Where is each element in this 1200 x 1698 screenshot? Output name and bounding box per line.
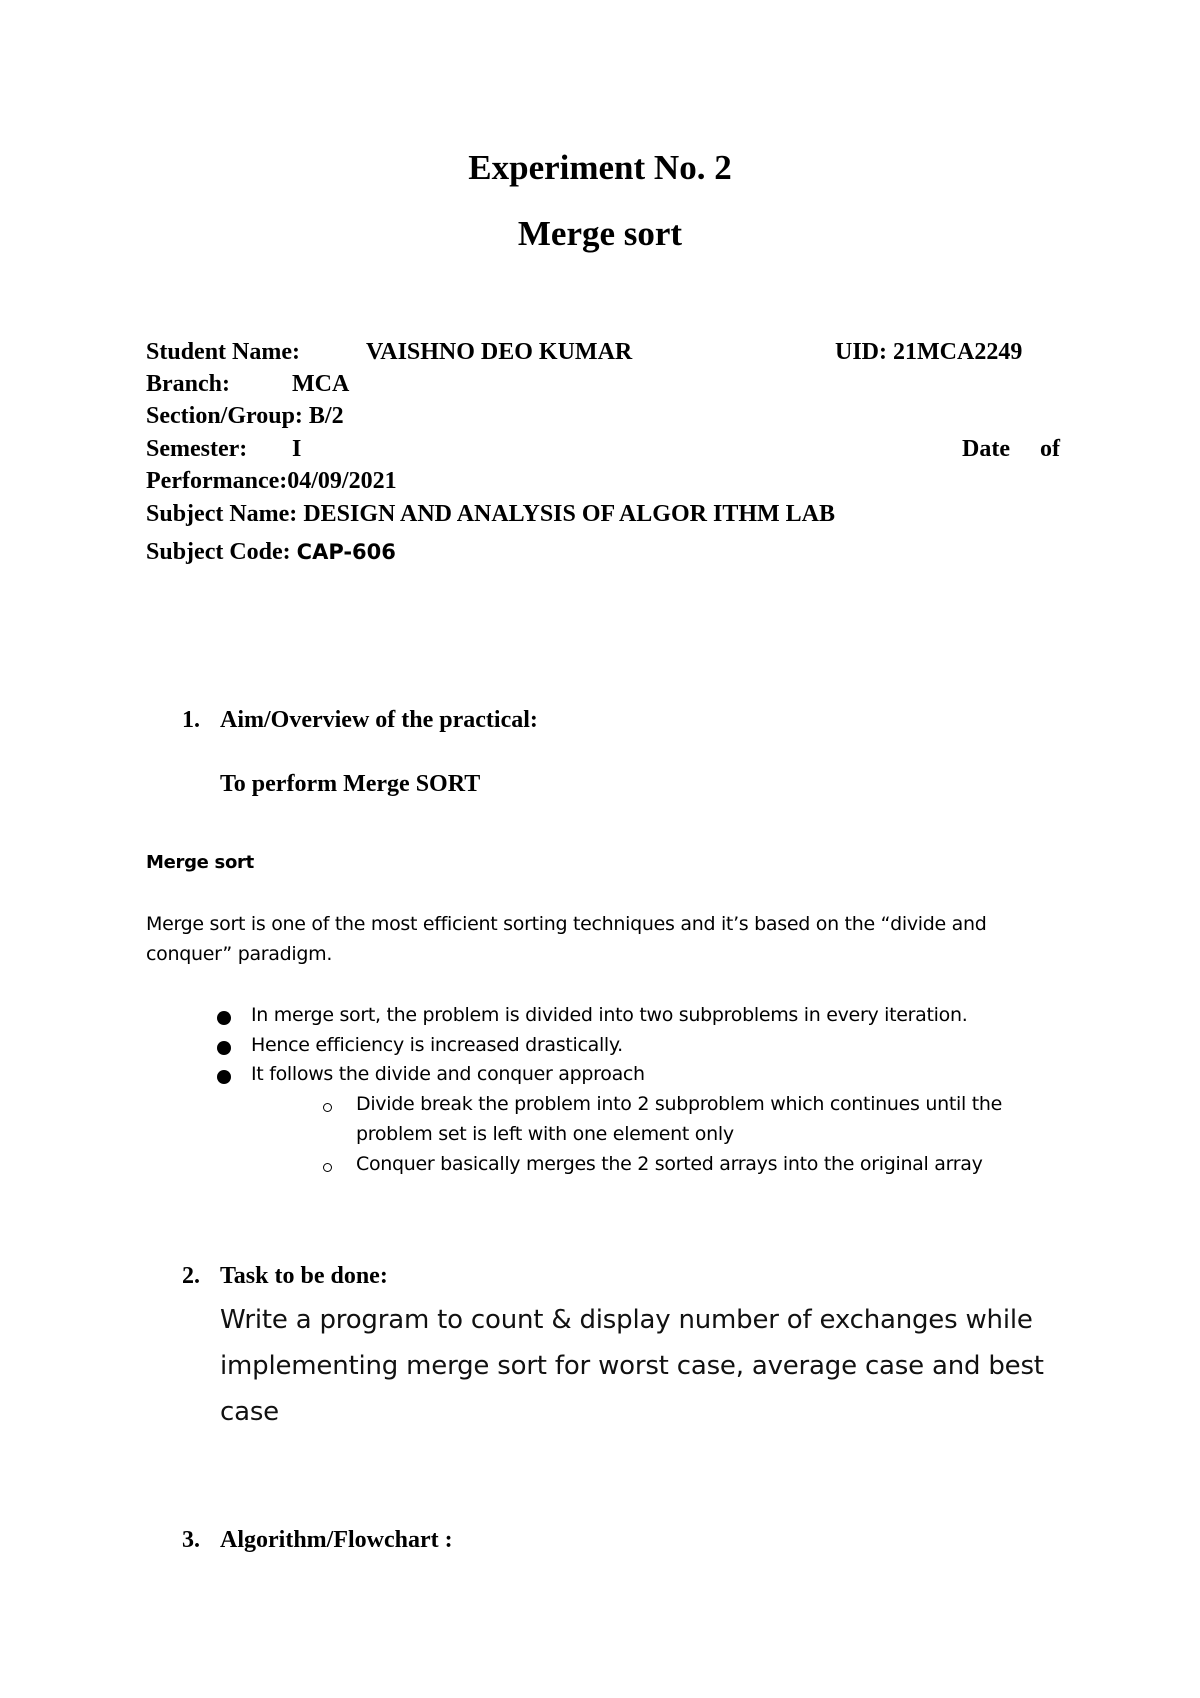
semester-value: I xyxy=(292,436,302,462)
bullet-item: In merge sort, the problem is divided into two subproblems in every iteration. xyxy=(251,1004,968,1026)
subject-code-label: Subject Code: xyxy=(146,539,291,565)
student-name-label: Student Name: xyxy=(146,339,300,365)
branch-row xyxy=(146,371,350,397)
aim-number: 1. xyxy=(182,707,200,733)
performance-row xyxy=(146,469,397,493)
subject-name-row xyxy=(146,502,835,526)
student-name-value: VAISHNO DEO KUMAR xyxy=(366,339,633,365)
bullet-icon xyxy=(217,1070,231,1084)
task-heading xyxy=(182,1263,388,1289)
uid-value: 21MCA2249 xyxy=(893,339,1023,365)
document-title: Experiment No. 2 xyxy=(468,148,732,187)
bullet-icon xyxy=(217,1041,231,1055)
branch-label: Branch: xyxy=(146,371,230,397)
bullet-item: It follows the divide and conquer approach xyxy=(251,1063,645,1085)
task-line-3: case xyxy=(220,1397,279,1427)
subject-code-value: CAP-606 xyxy=(296,540,396,564)
algorithm-heading-text: Algorithm/Flowchart : xyxy=(220,1527,453,1553)
intro-line-2: conquer” paradigm. xyxy=(146,943,333,965)
semester-row xyxy=(146,436,302,462)
subject-code-row xyxy=(146,540,396,564)
aim-heading-text: Aim/Overview of the practical: xyxy=(220,707,538,733)
algorithm-number: 3. xyxy=(182,1527,200,1553)
aim-heading xyxy=(182,707,538,733)
uid-row xyxy=(835,340,1022,364)
intro-line-1: Merge sort is one of the most efficient sorting techniques and it’s based on the “divide and xyxy=(146,913,987,935)
branch-value: MCA xyxy=(292,371,350,397)
task-heading-text: Task to be done: xyxy=(220,1263,388,1289)
section-row xyxy=(146,404,344,428)
section-label: Section/Group: xyxy=(146,403,303,429)
task-number: 2. xyxy=(182,1263,200,1289)
sub-bullet-icon xyxy=(323,1163,332,1172)
document-subtitle: Merge sort xyxy=(517,214,683,253)
sub-bullet-item-continued: problem set is left with one element only xyxy=(356,1123,734,1145)
section-value: B/2 xyxy=(308,403,344,429)
algorithm-heading xyxy=(182,1527,453,1553)
bullet-item: Hence efficiency is increased drastically. xyxy=(251,1034,623,1056)
merge-sort-label: Merge sort xyxy=(146,852,254,873)
subject-name-label: Subject Name: xyxy=(146,501,298,527)
sub-bullet-item: Conquer basically merges the 2 sorted arrays into the original array xyxy=(356,1153,983,1175)
date-of-label xyxy=(962,436,1060,462)
sub-bullet-icon xyxy=(323,1103,332,1112)
sub-bullet-item: Divide break the problem into 2 subproblem which continues until the xyxy=(356,1093,1003,1115)
performance-value: 04/09/2021 xyxy=(287,468,397,494)
uid-label: UID: xyxy=(835,339,887,365)
performance-label: Performance: xyxy=(146,468,288,494)
aim-text: To perform Merge SORT xyxy=(220,771,481,797)
of-label: of xyxy=(1040,436,1060,462)
semester-label: Semester: xyxy=(146,436,248,462)
task-line-1: Write a program to count & display number of exchanges while xyxy=(220,1305,1033,1335)
task-line-2: implementing merge sort for worst case, average case and best xyxy=(220,1351,1044,1381)
bullet-icon xyxy=(217,1011,231,1025)
student-name-row xyxy=(146,339,633,365)
subject-name-value: DESIGN AND ANALYSIS OF ALGOR ITHM LAB xyxy=(303,501,835,527)
date-label: Date xyxy=(962,436,1010,462)
